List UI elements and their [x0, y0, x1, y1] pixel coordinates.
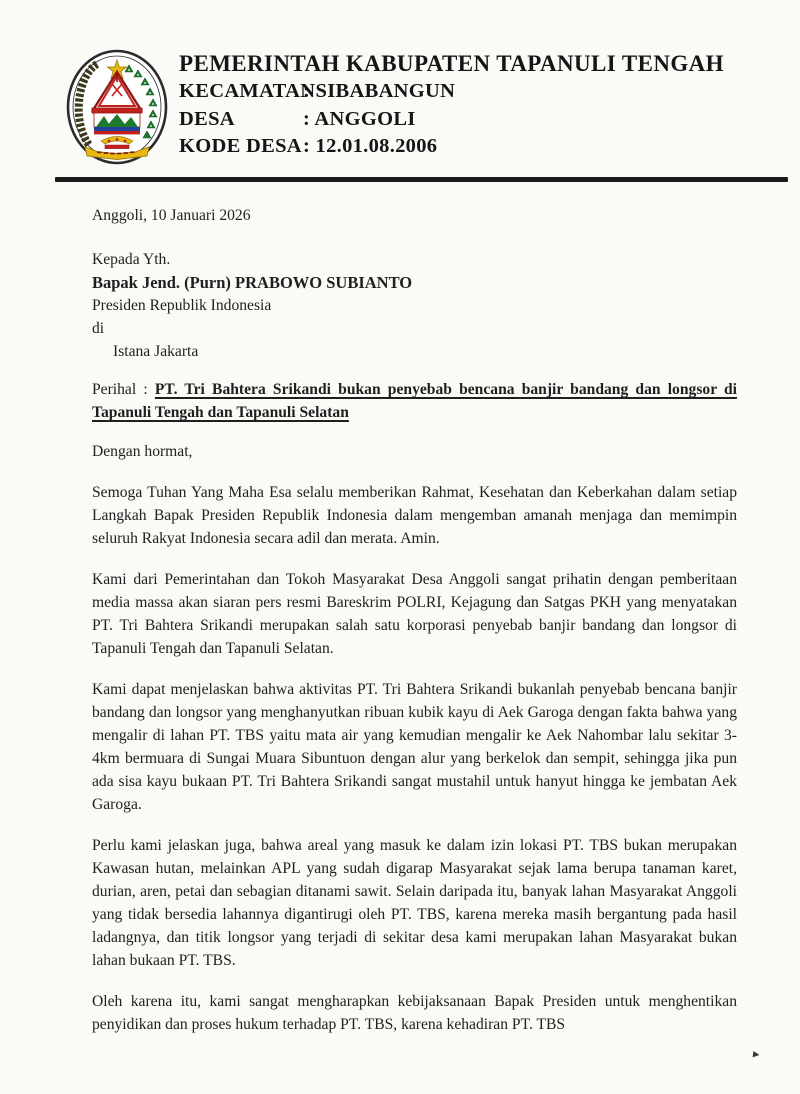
letter-body [0, 182, 800, 1036]
subject-line [92, 378, 737, 424]
paragraph-2: Kami dari Pemerintahan dan Tokoh Masyarakat Desa Anggoli sangat prihatin dengan pemberitaan media massa akan siaran pers resmi Bareskrim POLRI, Kejagung dan Satgas PKH yang menyatakan PT. Tri Bahtera Srikandi merupakan salah satu korporasi penyebab banjir bandang dan longsor di Tapanuli Tengah dan Tapanuli Selatan. [92, 571, 737, 657]
field-label: KECAMATAN [179, 80, 316, 102]
paragraph-5: Oleh karena itu, kami sangat mengharapkan kebijaksanaan Bapak Presiden untuk menghentikan penyidikan dan proses hukum terhadap PT. TBS, karena kehadiran PT. TBS [92, 993, 737, 1033]
recipient-name: Bapak Jend. (Purn) PRABOWO SUBIANTO [92, 273, 413, 292]
field-label: KODE DESA [179, 135, 302, 157]
recipient-block [92, 248, 737, 363]
paragraph-4: Perlu kami jelaskan juga, bahwa areal yang masuk ke dalam izin lokasi PT. TBS bukan merupakan Kawasan hutan, melainkan APL yang sudah digarap Masyarakat sejak lama berupa tanaman karet, durian, aren, petai dan sebagian ditanami sawit. Selain daripada itu, banyak lahan Masyarakat Anggoli yang tidak bersedia lahannya digantirugi oleh PT. TBS, karena mereka masih bergantung pada hasil ladangnya, dan titik longsor yang terjadi di sekitar desa kami merupakan lahan Masyarakat bukan lahan bukaan PT. TBS. [92, 837, 737, 969]
letterhead-field-kecamatan [179, 78, 724, 106]
letterhead-field-kode-desa [179, 133, 724, 161]
paragraph-3: Kami dapat menjelaskan bahwa aktivitas PT. Tri Bahtera Srikandi bukanlah penyebab bencana banjir bandang dan longsor yang menghanyutkan ribuan kubik kayu di Aek Garoga dengan fakta bahwa yang mengalir di lahan PT. TBS yaitu mata air yang kemudian mengalir ke Aek Nahombar lalu sekitar 3-4km bermuara di Sungai Muara Sibuntuon dengan alur yang berkelok dan sempit, sehingga jika pun ada sisa kayu bukaan PT. Tri Bahtera Srikandi sangat mustahil untuk hanyut hingga ke jembatan Aek Garoga. [92, 681, 737, 813]
greeting: Dengan hormat, [92, 443, 193, 460]
regency-crest-logo [63, 48, 171, 166]
field-label: DESA [179, 107, 235, 130]
dateline: Anggoli, 10 Januari 2026 [92, 207, 251, 224]
field-value: : 12.01.08.2006 [303, 135, 438, 157]
paragraph-1: Semoga Tuhan Yang Maha Esa selalu memberikan Rahmat, Kesehatan dan Keberkahan dalam setiap Langkah Bapak Presiden Republik Indonesia dalam mengemban amanah menjaga dan memimpin seluruh Rakyat Indonesia secara adil dan merata. Amin. [92, 484, 737, 547]
letterhead-government-name: PEMERINTAH KABUPATEN TAPANULI TENGAH [179, 51, 724, 76]
recipient-salutation: Kepada Yth. [92, 251, 171, 268]
subject-label: Perihal : [92, 381, 148, 398]
field-value: : ANGGOLI [303, 107, 416, 130]
recipient-place: Istana Jakarta [113, 343, 199, 360]
recipient-at-word: di [92, 320, 105, 337]
field-value: : SIBABANGUN [303, 80, 456, 102]
cursor-artifact-mark: ▸ [752, 1045, 761, 1062]
recipient-role: Presiden Republik Indonesia [92, 297, 272, 314]
letterhead-field-desa [179, 106, 724, 134]
letterhead [0, 0, 800, 166]
letterhead-text [179, 48, 724, 161]
subject-text: PT. Tri Bahtera Srikandi bukan penyebab bencana banjir bandang dan longsor di Tapanuli Tengah dan Tapanuli Selatan [92, 381, 737, 421]
